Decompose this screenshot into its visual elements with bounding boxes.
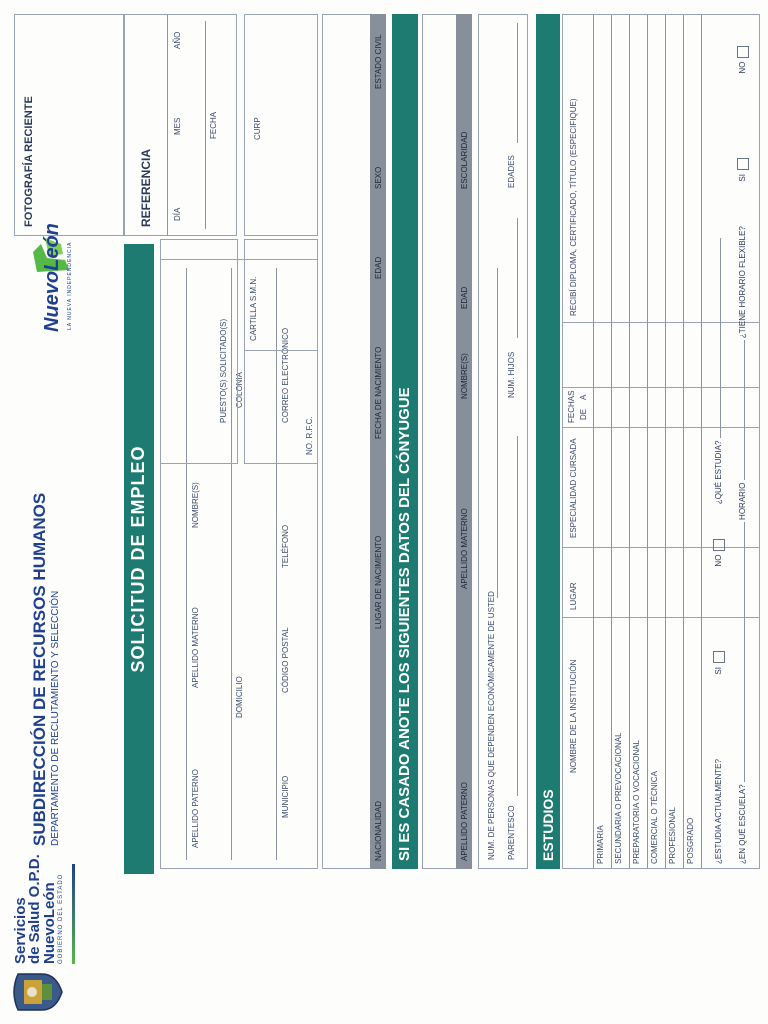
flexible-no-label: NO <box>738 61 748 74</box>
lugar-nacimiento-label: LUGAR DE NACIMIENTO <box>374 535 383 629</box>
level-primaria: PRIMARIA <box>593 618 611 868</box>
org-state-name: NuevoLeón <box>41 882 58 964</box>
page-title: SUBDIRECCIÓN DE RECURSOS HUMANOS <box>30 492 49 846</box>
flexible-no-checkbox[interactable] <box>737 46 749 58</box>
codigo-postal-label: CÓDIGO POSTAL <box>281 627 290 693</box>
spouse-apellido-materno: APELLIDO MATERNO <box>460 508 469 589</box>
level-posgrado: POSGRADO <box>683 618 701 868</box>
currently-studying-row <box>713 24 729 864</box>
spouse-edad: EDAD <box>460 286 469 309</box>
org-logo <box>14 854 74 964</box>
studies-row-line-7 <box>701 15 702 868</box>
puestos-box <box>160 239 238 464</box>
apellido-paterno-label: APELLIDO PATERNO <box>191 769 200 848</box>
page-subtitle: DEPARTAMENTO DE RECLUTAMIENTO Y SELECCIÓN <box>50 590 61 846</box>
num-personas-label: NUM. DE PERSONAS QUE DEPENDEN ECONÓMICAMENTE DE USTED <box>487 591 496 860</box>
brand-name: NuevoLeón <box>41 223 63 332</box>
date-line <box>205 21 206 229</box>
parentesco-label: PARENTESCO <box>507 805 516 860</box>
curp-label: CURP <box>253 117 262 140</box>
form-title-bar <box>124 244 154 874</box>
num-personas-line <box>497 268 498 598</box>
nacionalidad-label: NACIONALIDAD <box>374 800 383 861</box>
day-label: DÍA <box>173 207 182 221</box>
rfc-box <box>244 239 318 464</box>
col-fechas-de: DE <box>579 408 588 420</box>
state-seal-logo <box>12 970 64 1014</box>
what-study-label: ¿QUÉ ESTUDIA? <box>714 440 724 505</box>
studies-row-line-3 <box>629 15 630 868</box>
reference-title: REFERENCIA <box>139 148 153 227</box>
level-comercial: COMERCIAL O TÉCNICA <box>647 618 665 868</box>
rfc-divider <box>245 350 317 351</box>
level-preparatoria: PREPARATORIA O VOCACIONAL <box>629 618 647 868</box>
yes-label: SI <box>714 667 724 675</box>
domicilio-label: DOMICILIO <box>235 676 244 718</box>
studies-table <box>562 14 760 869</box>
col-fechas-a: A <box>579 394 588 400</box>
studies-row-line-1 <box>593 15 594 868</box>
studies-row-line-6 <box>683 15 684 868</box>
org-name-line2: de Salud O.P.D. <box>26 854 43 964</box>
spouse-banner-text: SI ES CASADO ANOTE LOS SIGUIENTES DATOS DEL CÓNYUGUE <box>396 387 413 861</box>
flexible-label: ¿TIENE HORARIO FLEXIBLE? <box>738 226 748 339</box>
col-lugar: LUGAR <box>569 582 578 610</box>
num-hijos-label: NUM. HIJOS <box>507 351 516 398</box>
nuevo-leon-brand-logo <box>25 224 80 334</box>
which-school-row <box>737 24 753 864</box>
sexo-label: SEXO <box>374 166 383 189</box>
reference-box <box>124 14 237 236</box>
rfc-label: NO. R.F.C. <box>305 416 314 455</box>
level-profesional: PROFESIONAL <box>665 618 683 868</box>
month-label: MES <box>173 117 182 135</box>
curp-box <box>244 14 318 236</box>
photo-label: FOTOGRAFÍA RECIENTE <box>23 96 35 227</box>
date-label: FECHA <box>209 111 218 139</box>
currently-studying-yes-checkbox[interactable] <box>713 651 725 663</box>
brand-tagline: LA NUEVA INDEPENDENCIA <box>67 241 73 330</box>
cartilla-label: CARTILLA S.M.N. <box>249 276 258 341</box>
apellido-materno-label: APELLIDO MATERNO <box>191 607 200 688</box>
edad-label: EDAD <box>374 256 383 279</box>
col-especialidad: ESPECIALIDAD CURSADA <box>569 438 578 538</box>
org-name-line1: Servicios <box>12 897 29 964</box>
personal-bar <box>370 14 386 869</box>
correo-label: CORREO ELECTRÓNICO <box>281 327 290 423</box>
no-label: NO <box>714 554 724 567</box>
estado-civil-label: ESTADO CIVIL <box>374 34 383 89</box>
col-diploma: RECIBÍ DIPLOMA, CERTIFICADO, TÍTULO (ESPECIFIQUE) <box>569 98 578 316</box>
level-secundaria: SECUNDARIA O PREVOCACIONAL <box>611 618 629 868</box>
which-school-label: ¿EN QUÉ ESCUELA? <box>738 784 748 864</box>
num-hijos-line <box>517 218 518 338</box>
fecha-nacimiento-label: FECHA DE NACIMIENTO <box>374 346 383 439</box>
org-government: GOBIERNO DEL ESTADO <box>58 873 64 964</box>
col-institucion: NOMBRE DE LA INSTITUCIÓN <box>569 659 578 773</box>
studies-banner <box>536 14 560 869</box>
municipio-label: MUNICIPIO <box>281 775 290 818</box>
currently-studying-label: ¿ESTUDIA ACTUALMENTE? <box>714 759 724 864</box>
dependents-box <box>478 14 528 869</box>
spouse-apellido-paterno: APELLIDO PATERNO <box>460 782 469 861</box>
form-title: SOLICITUD DE EMPLEO <box>128 445 148 673</box>
schedule-label: HORARIO <box>738 482 748 520</box>
spouse-banner <box>392 14 418 869</box>
spouse-bar <box>456 14 472 869</box>
edades-label: EDADES <box>507 155 516 188</box>
reference-divider <box>167 15 168 235</box>
nombres-label: NOMBRE(S) <box>191 482 200 528</box>
parentesco-line <box>517 436 518 796</box>
studies-row-line-4 <box>647 15 648 868</box>
currently-studying-no-checkbox[interactable] <box>713 539 725 551</box>
header-underline <box>72 864 75 964</box>
flexible-yes-label: SI <box>738 174 748 182</box>
studies-row-line-2 <box>611 15 612 868</box>
studies-row-line-5 <box>665 15 666 868</box>
col-fechas: FECHAS <box>567 390 576 423</box>
edades-line <box>517 23 518 143</box>
colonia-label: COLONIA <box>235 371 244 408</box>
spouse-nombres: NOMBRE(S) <box>460 353 469 399</box>
puestos-label: PUESTO(S) SOLICITADO(S) <box>219 318 228 423</box>
telefono-label: TELÉFONO <box>281 524 290 568</box>
spouse-escolaridad: ESCOLARIDAD <box>460 131 469 189</box>
year-label: AÑO <box>173 31 182 49</box>
flexible-yes-checkbox[interactable] <box>737 158 749 170</box>
studies-banner-text: ESTUDIOS <box>540 789 556 861</box>
photo-box <box>14 14 124 236</box>
